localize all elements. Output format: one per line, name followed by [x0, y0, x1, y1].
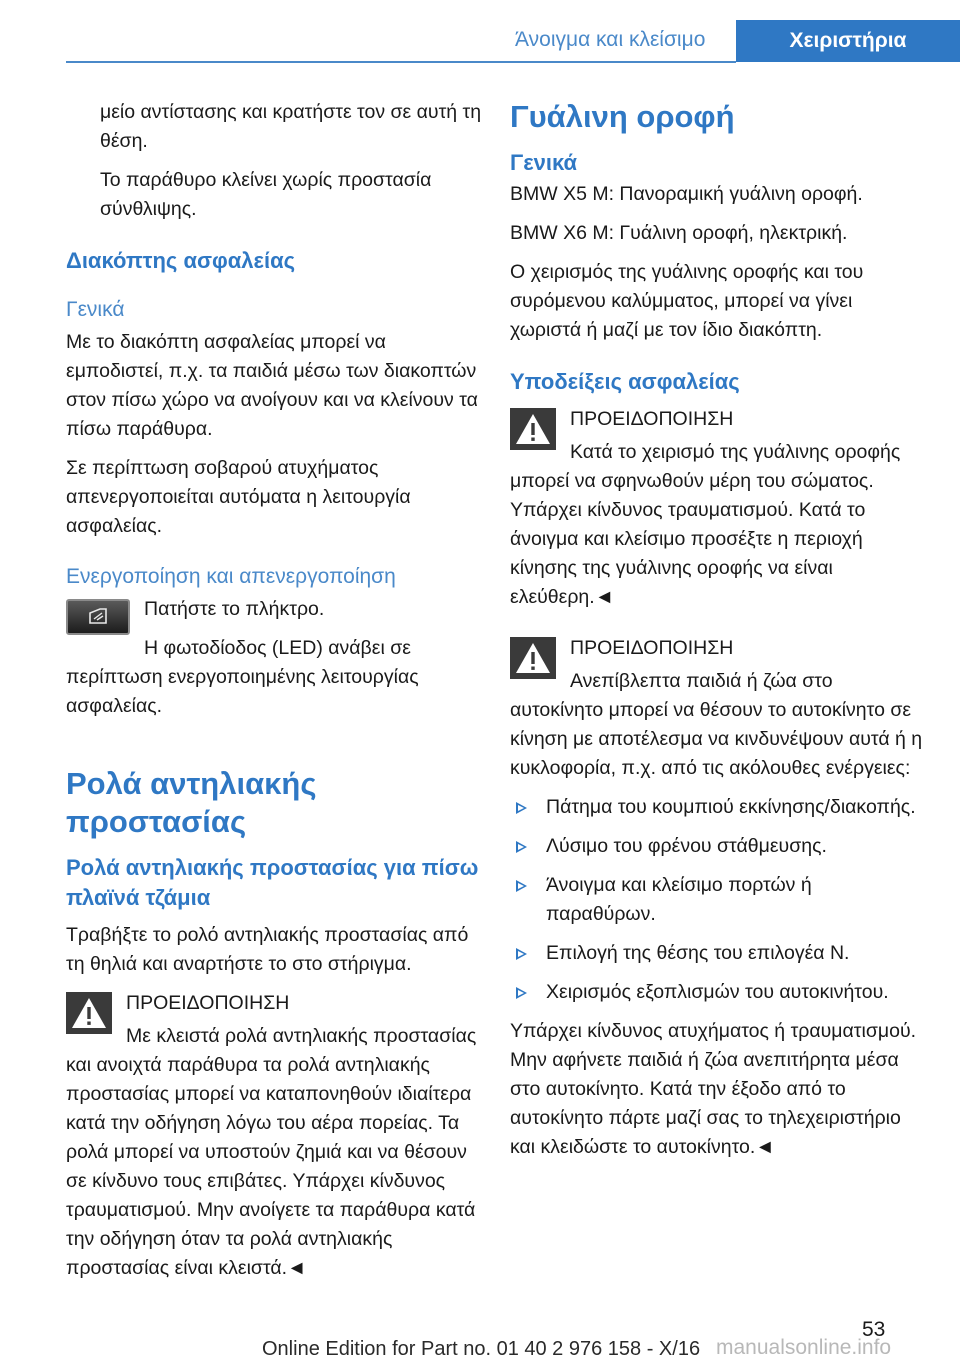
section-heading: Ρολά αντηλιακής προστασίας για πίσω πλαϊνά τζάμια: [66, 855, 479, 910]
list-item-text: Χειρισμός εξοπλισμών του αυτοκινήτου.: [546, 981, 889, 1003]
safety-switch-button-icon: [66, 599, 130, 635]
paragraph: BMW X5 M: Πανοραμική γυάλινη οροφή.: [510, 183, 863, 205]
warning-icon: [510, 637, 556, 679]
section-heading: Γενικά: [510, 150, 578, 175]
warning-label: ΠΡΟΕΙΔΟΠΟΙΗΣΗ: [126, 992, 290, 1014]
paragraph: Πατήστε το πλήκτρο.: [144, 598, 325, 620]
subsection-heading: Ενεργοποίηση και απενεργοποίηση: [66, 565, 396, 588]
paragraph: Με το διακόπτη ασφαλείας μπορεί να εμποδιστεί, π.χ. τα παιδιά μέσω των διακοπτών στον πίσω χώρο να ανοίγουν και να κλείνουν τα πίσω παράθυρα.: [66, 331, 478, 440]
list-item-text: Επιλογή της θέσης του επιλογέα N.: [546, 942, 850, 964]
warning-block: [510, 634, 926, 783]
paragraph: Τραβήξτε το ρολό αντηλιακής προστασίας από τη θηλιά και αναρτήστε το στο στήριγμα.: [66, 924, 469, 975]
paragraph: Η φωτοδίοδος (LED) ανάβει σε περίπτωση ενεργοποιημένης λειτουργίας ασφαλείας.: [66, 637, 419, 717]
section-tab: Χειριστήρια: [736, 20, 960, 62]
list-item: [510, 978, 926, 1007]
paragraph: Σε περίπτωση σοβαρού ατυχήματος απενεργοποιείται αυτόματα η λειτουργία ασφαλείας.: [66, 457, 411, 537]
paragraph: BMW X6 M: Γυάλινη οροφή, ηλεκτρική.: [510, 222, 848, 244]
watermark: manualsonline.info: [716, 1336, 892, 1359]
left-column: [66, 98, 484, 1293]
page-number: 53: [862, 1318, 886, 1341]
warning-text: Ανεπίβλεπτα παιδιά ή ζώα στο αυτοκίνητο μπορεί να θέσουν το αυτοκίνητο σε κίνηση με αποτέλεσμα να κινδυνέψουν αυτά ή η κυκλοφορία, π.χ. από τις ακόλουθες ενέργειες:: [510, 670, 923, 779]
activation-block: [66, 595, 484, 731]
warning-label: ΠΡΟΕΙΔΟΠΟΙΗΣΗ: [570, 637, 734, 659]
subsection-heading: Γενικά: [66, 298, 125, 321]
breadcrumb: Άνοιγμα και κλείσιμο: [515, 28, 706, 51]
chapter-heading: Γυάλινη οροφή: [510, 99, 735, 134]
bullet-triangle-icon: [516, 880, 527, 892]
page-header: [0, 0, 960, 62]
section-heading: Διακόπτης ασφαλείας: [66, 248, 296, 273]
warning-text: Κατά το χειρισμό της γυάλινης οροφής μπορεί να σφηνωθούν μέρη του σώματος. Υπάρχει κίνδυνος τραυματισμού. Κατά το άνοιγμα και κλείσιμο προσέξτε η περιοχή κίνησης της γυάλινης οροφής να είναι ελεύθερη.◄: [510, 441, 901, 608]
warning-block: [66, 989, 484, 1283]
warning-icon: [510, 408, 556, 450]
chapter-heading: Ρολά αντηλιακής προστασίας: [66, 766, 317, 839]
list-item-text: Λύσιμο του φρένου στάθμευσης.: [546, 835, 827, 857]
list-item: [510, 939, 926, 968]
list-item-text: Πάτημα του κουμπιού εκκίνησης/διακοπής.: [546, 796, 916, 818]
warning-text: Με κλειστά ρολά αντηλιακής προστασίας και ανοιχτά παράθυρα τα ρολά αντηλιακής προστασίας μπορεί να καταπονηθούν ιδιαίτερα κατά την οδήγηση λόγω του αέρα πορείας. Τα ρολά μπορεί να υποστούν ζημιά και να θέσουν σε κίνδυνο τους επιβάτες. Υπάρχει κίνδυνος τραυματισμού. Μην ανοίγετε τα παράθυρα κατά την οδήγηση όταν τα ρολά αντηλιακής προστασίας είναι κλειστά.◄: [66, 1025, 477, 1279]
bullet-triangle-icon: [516, 987, 527, 999]
warning-block: [510, 405, 926, 612]
paragraph: Το παράθυρο κλείνει χωρίς προστασία σύνθλιψης.: [100, 169, 432, 220]
list-item-text: Άνοιγμα και κλείσιμο πορτών ή παραθύρων.: [546, 874, 812, 925]
edition-footer: Online Edition for Part no. 01 40 2 976 158 - X/16: [262, 1338, 701, 1360]
header-rule: [66, 61, 736, 63]
section-heading: Υποδείξεις ασφαλείας: [510, 369, 740, 394]
list-item: [510, 871, 926, 929]
list-item: [510, 832, 926, 861]
paragraph: Ο χειρισμός της γυάλινης οροφής και του συρόμενου καλύμματος, μπορεί να γίνει χωριστά ή μαζί με τον ίδιο διακόπτη.: [510, 261, 864, 341]
list-item: [510, 793, 926, 822]
right-column: [510, 98, 926, 1172]
paragraph: μείο αντίστασης και κρατήστε τον σε αυτή τη θέση.: [100, 101, 482, 152]
warning-icon: [66, 992, 112, 1034]
warning-label: ΠΡΟΕΙΔΟΠΟΙΗΣΗ: [570, 408, 734, 430]
bullet-triangle-icon: [516, 948, 527, 960]
bullet-triangle-icon: [516, 802, 527, 814]
bullet-list: [510, 793, 926, 1007]
paragraph: Υπάρχει κίνδυνος ατυχήματος ή τραυματισμού. Μην αφήνετε παιδιά ή ζώα ανεπιτήρητα μέσα στο αυτοκίνητο. Κατά την έξοδο από το αυτοκίνητο πάρτε μαζί σας το τηλεχειριστήριο και κλειδώστε το αυτοκίνητο.◄: [510, 1020, 917, 1158]
bullet-triangle-icon: [516, 841, 527, 853]
